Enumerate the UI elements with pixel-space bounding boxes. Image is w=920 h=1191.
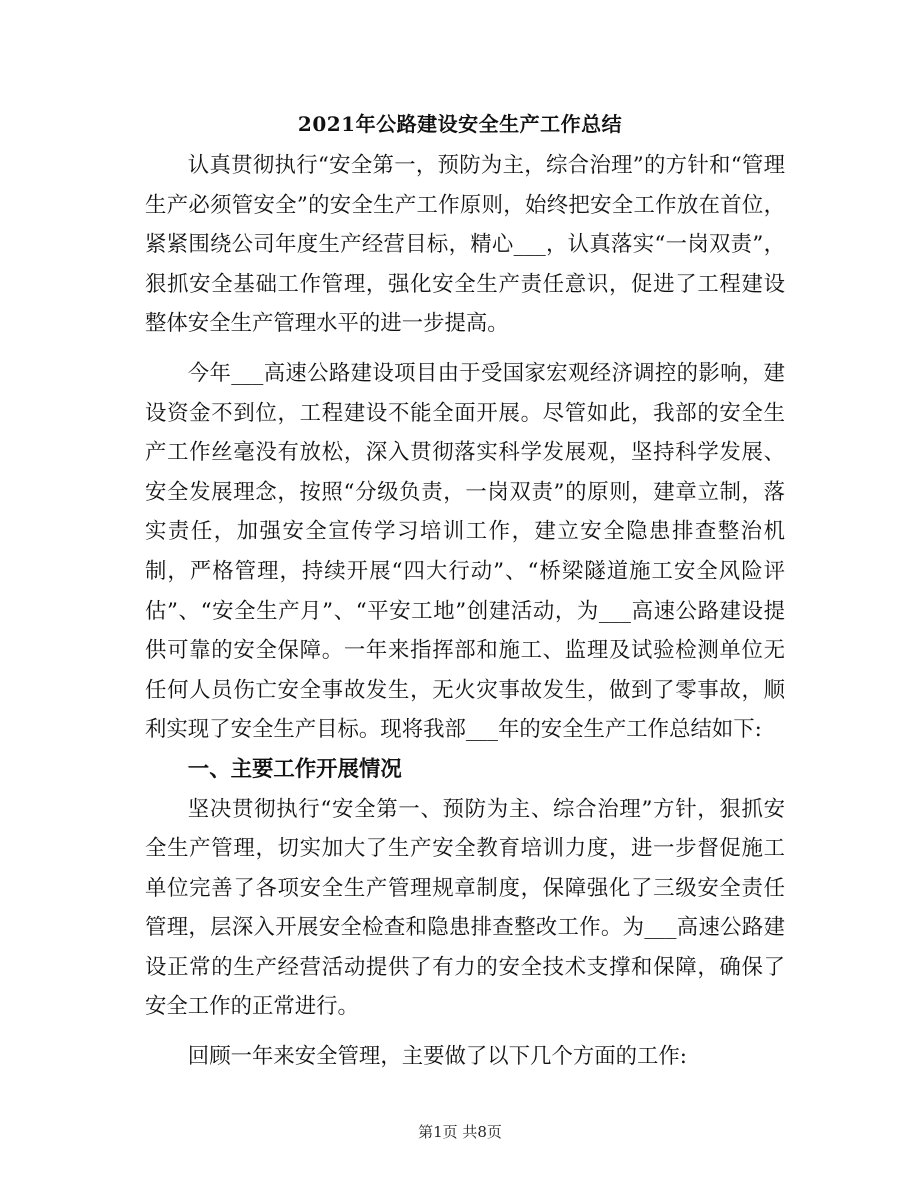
page-number-footer: 第1页 共8页: [418, 1123, 502, 1141]
section-heading: 一、主要工作开展情况: [187, 756, 402, 782]
paragraph-section-2: 回顾一年来安全管理，主要做了以下几个方面的工作:: [187, 1044, 687, 1070]
paragraph-overview: 今年___高速公路建设项目由于受国家宏观经济调控的影响，建设资金不到位，工程建设不能全面开展。尽管如此，我部的安全生产工作丝毫没有放松，深入贯彻落实科学发展观，坚持科学发展、安全发展理念，按照“分级负责，一岗双责”的原则，建章立制，落实责任，加强安全宣传学习培训工作，建立安全隐患排查整治机制，严格管理，持续开展“四大行动”、“桥梁隧道施工安全风险评估”、“安全生产月”、“平安工地”创建活动，为___高速公路建设提供可靠的安全保障。一年来指挥部和施工、监理及试验检测单位无任何人员伤亡安全事故发生，无火灾事故发生，做到了零事故，顺利实现了安全生产目标。现将我部___年的安全生产工作总结如下:: [145, 360, 785, 743]
document-title: 2021年公路建设安全生产工作总结: [297, 112, 623, 136]
document-body: [145, 146, 785, 1077]
paragraph-intro: 认真贯彻执行“安全第一，预防为主，综合治理”的方针和“管理生产必须管安全”的安全生产工作原则，始终把安全工作放在首位，紧紧围绕公司年度生产经营目标，精心___，认真落实“一岗双责”，狠抓安全基础工作管理，强化安全生产责任意识，促进了工程建设整体安全生产管理水平的进一步提高。: [145, 153, 785, 337]
paragraph-section-1: 坚决贯彻执行“安全第一、预防为主、综合治理”方针，狠抓安全生产管理，切实加大了生产安全教育培训力度，进一步督促施工单位完善了各项安全生产管理规章制度，保障强化了三级安全责任管理，层深入开展安全检查和隐患排查整改工作。为___高速公路建设正常的生产经营活动提供了有力的安全技术支撑和保障，确保了安全工作的正常进行。: [145, 796, 785, 1020]
